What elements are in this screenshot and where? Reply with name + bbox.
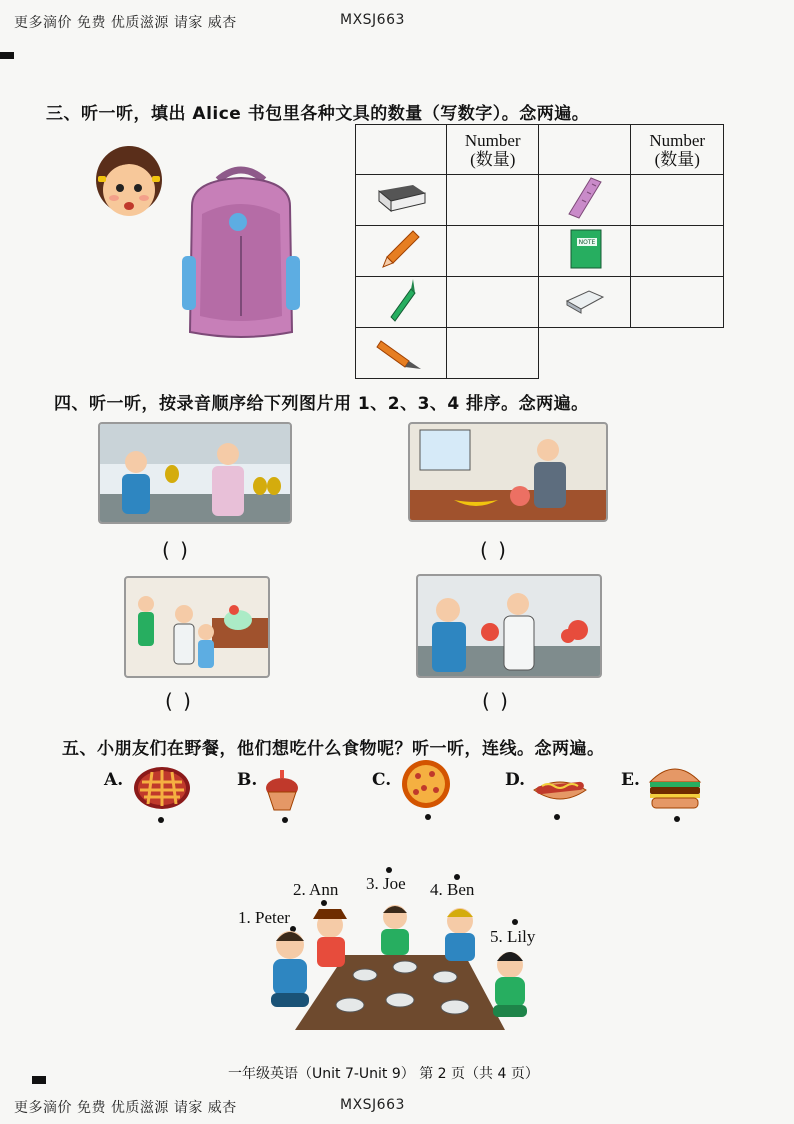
- answer-cell-crayon[interactable]: [447, 277, 538, 328]
- table-header-number: Number (数量): [447, 125, 538, 175]
- pizza-icon: [400, 758, 452, 810]
- q4-answer-3[interactable]: ( ): [165, 689, 193, 713]
- table-header-empty-2: [538, 125, 631, 175]
- header-text: 更多滴价 免费 优质滋源 请家 威杏: [14, 15, 237, 31]
- quantity-table: [355, 124, 724, 379]
- footer-band-text: 更多滴价 免费 优质滋源 请家 威杏: [14, 1100, 237, 1116]
- crayon-cell: [356, 277, 447, 328]
- food-dot-b[interactable]: [282, 817, 288, 823]
- corner-mark: [0, 52, 14, 59]
- food-dot-c[interactable]: [425, 814, 431, 820]
- answer-cell-eraser[interactable]: [631, 277, 724, 328]
- food-label-d: D.: [505, 770, 526, 790]
- q4-title: 四、听一听，按录音顺序给下列图片用 1、2、3、4 排序。念两遍。: [54, 394, 589, 414]
- table-header-empty: [356, 125, 447, 175]
- notebook-cell: [538, 226, 631, 277]
- food-dot-d[interactable]: [554, 814, 560, 820]
- notebook-label: NOTE: [578, 239, 596, 246]
- q4-answer-1[interactable]: ( ): [162, 538, 190, 562]
- crayon-icon: [381, 277, 421, 323]
- food-label-b: B.: [237, 770, 258, 790]
- food-dot-a[interactable]: [158, 817, 164, 823]
- answer-cell-pen[interactable]: [447, 328, 538, 379]
- kid-label-ben: 4. Ben: [430, 880, 475, 899]
- footer-band-code: MXSJ663: [340, 1097, 405, 1113]
- backpack-icon: [178, 166, 304, 344]
- food-label-a: A.: [104, 770, 124, 790]
- q5-title: 五、小朋友们在野餐，他们想吃什么食物呢？听一听，连线。念两遍。: [62, 739, 605, 759]
- kid-label-lily: 5. Lily: [490, 927, 536, 946]
- kid-dot-joe[interactable]: [386, 867, 392, 873]
- eraser-icon: [563, 285, 607, 315]
- pencil-icon: [379, 227, 423, 271]
- q3-title: 三、听一听，填出 Alice 书包里各种文具的数量（写数字）。念两遍。: [46, 104, 590, 124]
- book-icon: [373, 181, 429, 215]
- pen-cell: [356, 328, 447, 379]
- pencil-cell: [356, 226, 447, 277]
- pen-icon: [375, 329, 427, 373]
- q4-picture-4: [416, 574, 602, 678]
- kid-dot-ben[interactable]: [454, 874, 460, 880]
- kid-label-ann: 2. Ann: [293, 880, 339, 899]
- picnic-illustration: [255, 895, 545, 1035]
- ruler-cell: [538, 175, 631, 226]
- answer-cell-book[interactable]: [447, 175, 538, 226]
- q4-picture-1: [98, 422, 292, 524]
- page-footer: 一年级英语（Unit 7-Unit 9） 第 2 页（共 4 页）: [228, 1066, 539, 1082]
- cupcake-icon: [262, 768, 304, 812]
- food-dot-e[interactable]: [674, 816, 680, 822]
- q4-picture-2: [408, 422, 608, 522]
- food-label-e: E.: [621, 770, 640, 790]
- answer-cell-notebook[interactable]: [631, 226, 724, 277]
- q4-answer-2[interactable]: ( ): [480, 538, 508, 562]
- answer-cell-pencil[interactable]: [447, 226, 538, 277]
- ruler-icon: [565, 176, 605, 220]
- food-label-c: C.: [372, 770, 392, 790]
- notebook-icon: [565, 228, 605, 270]
- header-code: MXSJ663: [340, 12, 405, 28]
- hotdog-icon: [530, 768, 590, 808]
- kid-label-joe: 3. Joe: [366, 874, 406, 893]
- girl-avatar: [90, 140, 168, 222]
- pie-icon: [132, 764, 192, 812]
- corner-mark-bottom: [32, 1076, 46, 1084]
- kid-label-peter: 1. Peter: [238, 908, 290, 927]
- eraser-cell: [538, 277, 631, 328]
- hamburger-icon: [646, 760, 704, 812]
- table-header-number-2: Number (数量): [631, 125, 724, 175]
- q4-picture-3: [124, 576, 270, 678]
- q4-answer-4[interactable]: ( ): [482, 689, 510, 713]
- book-cell: [356, 175, 447, 226]
- answer-cell-ruler[interactable]: [631, 175, 724, 226]
